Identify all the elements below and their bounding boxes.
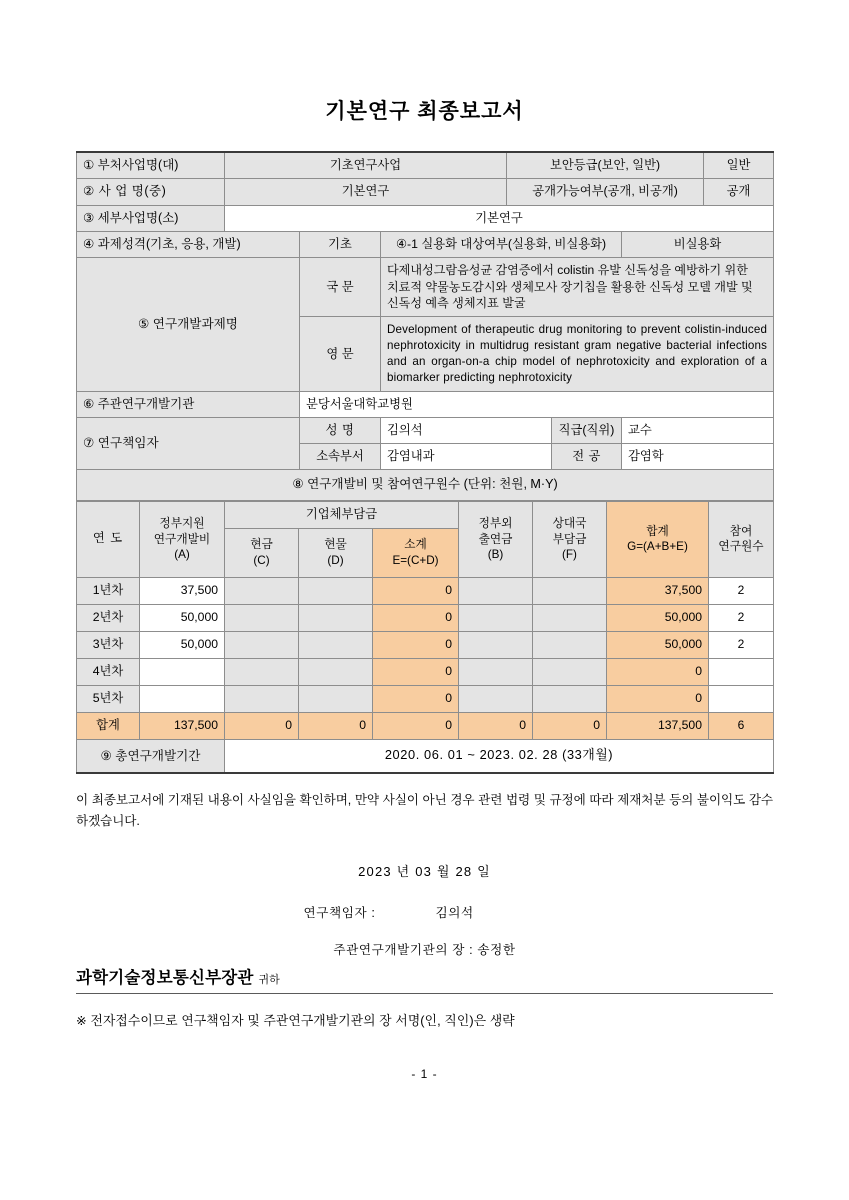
cell-grand-total: 0 [607,658,709,685]
value-host-institution: 분당서울대학교병원 [300,392,774,418]
cell-gov-external [459,685,533,712]
cell-grand-total: 0 [607,685,709,712]
page-title: 기본연구 최종보고서 [325,100,524,123]
label-pi-major: 전 공 [552,444,622,470]
cell-grand-total: 50,000 [607,604,709,631]
funding-table [76,501,774,774]
cell-subtotal: 0 [373,658,459,685]
cell-year: 4년차 [77,658,140,685]
cell-grand-total: 37,500 [607,577,709,604]
value-pi-major: 감염학 [622,444,774,470]
cell-year: 5년차 [77,685,140,712]
header-inkind-line1: 현물 [324,538,347,552]
cell-counterpart [533,577,607,604]
header-gov-support [140,501,225,577]
table-row [77,604,774,631]
label-disclosure: 공개가능여부(공개, 비공개) [507,179,704,205]
cell-total-gov-support: 137,500 [140,712,225,739]
cell-gov-support [140,658,225,685]
value-english-title: Development of therapeutic drug monitoring to prevent colistin-induced nephrotoxicity in multidrug resistant gram negative bacterial infections and an organ-on-a chip model of nephrotoxicity and exploration of a biomarker predicting nephrotoxicity [381,317,774,392]
cell-subtotal: 0 [373,577,459,604]
value-research-period: 2020. 06. 01 ~ 2023. 02. 28 (33개월) [225,739,774,773]
cell-subtotal: 0 [373,685,459,712]
label-security-grade: 보안등급(보안, 일반) [507,152,704,179]
value-detail-program: 기본연구 [225,205,774,231]
label-commercialization: ④-1 실용화 대상여부(실용화, 비실용화) [381,231,622,257]
table-row [77,577,774,604]
header-counterpart [533,501,607,577]
cell-year: 3년차 [77,631,140,658]
pi-signature-label: 연구책임자 : [303,906,376,921]
header-cash [225,528,299,577]
header-counterpart-line3: (F) [562,547,577,561]
table-row [77,685,774,712]
minister-honorific: 귀하 [258,974,280,987]
cell-gov-support: 50,000 [140,631,225,658]
table-row-ministry-program [77,152,774,179]
cell-cash [225,631,299,658]
table-row-funding-caption [77,470,774,500]
table-row-program-name [77,179,774,205]
header-researcher-count-line1: 참여 [729,524,753,538]
page-number: - 1 - [411,1067,438,1082]
header-year: 연 도 [77,501,140,577]
label-pi-name: 성 명 [300,418,381,444]
header-researcher-count-line2: 연구원수 [718,540,764,554]
header-counterpart-line1: 상대국 [552,517,587,531]
header-inkind [299,528,373,577]
table-row-host-institution [77,392,774,418]
value-pi-name: 김의석 [381,418,552,444]
value-project-type: 기초 [300,231,381,257]
table-row-project-type [77,231,774,257]
label-principal-investigator: ⑦ 연구책임자 [77,418,300,470]
table-row-total [77,712,774,739]
pi-signature-line [76,902,773,921]
cell-total-subtotal: 0 [373,712,459,739]
cell-inkind [299,685,373,712]
header-inkind-line2: (D) [327,553,344,567]
value-security-grade: 일반 [704,152,774,179]
cell-counterpart [533,658,607,685]
cell-grand-total: 50,000 [607,631,709,658]
cell-inkind [299,577,373,604]
value-disclosure: 공개 [704,179,774,205]
cell-researcher-count: 2 [709,604,774,631]
value-korean-title: 다제내성그람음성균 감염증에서 colistin 유발 신독성을 예방하기 위한 치료적 약물농도감시와 생체모사 장기칩을 활용한 신독성 모델 개발 및 신독성 예측 생체지표 발굴 [381,258,774,317]
cell-researcher-count [709,658,774,685]
minister-addressee [76,964,773,994]
cell-researcher-count: 2 [709,577,774,604]
cell-total-inkind: 0 [299,712,373,739]
funding-caption: ⑧ 연구개발비 및 참여연구원수 (단위: 천원, M·Y) [77,470,774,500]
table-row [77,658,774,685]
cell-inkind [299,631,373,658]
label-project-type: ④ 과제성격(기초, 응용, 개발) [77,231,300,257]
label-pi-position: 직급(직위) [552,418,622,444]
value-pi-department: 감염내과 [381,444,552,470]
table-row-title-korean [77,258,774,317]
value-program-name: 기본연구 [225,179,507,205]
label-host-institution: ⑥ 주관연구개발기관 [77,392,300,418]
cell-gov-external [459,577,533,604]
cell-gov-external [459,658,533,685]
header-grand-total-line1: 합계 [646,524,669,538]
value-pi-position: 교수 [622,418,774,444]
header-gov-external-line2: 출연금 [478,532,513,546]
cell-researcher-count [709,685,774,712]
cell-total-year: 합계 [77,712,140,739]
cell-cash [225,658,299,685]
cell-counterpart [533,604,607,631]
header-subtotal [373,528,459,577]
cell-cash [225,604,299,631]
cell-year: 1년차 [77,577,140,604]
label-program-name: ② 사 업 명(중) [77,179,225,205]
header-gov-external-line1: 정부외 [478,517,513,531]
label-pi-department: 소속부서 [300,444,381,470]
table-row [77,631,774,658]
cell-gov-external [459,604,533,631]
pi-signature-name: 김의석 [435,906,474,921]
value-commercialization: 비실용화 [622,231,774,257]
header-cash-line1: 현금 [250,538,273,552]
cell-gov-support [140,685,225,712]
table-row-research-period [77,739,774,773]
label-research-period: ⑨ 총연구개발기간 [77,739,225,773]
value-ministry-program: 기초연구사업 [225,152,507,179]
cell-inkind [299,658,373,685]
cell-counterpart [533,631,607,658]
header-gov-external-line3: (B) [487,547,504,561]
cell-total-gov-external: 0 [459,712,533,739]
label-project-title: ⑤ 연구개발과제명 [77,258,300,392]
cell-researcher-count: 2 [709,631,774,658]
header-subtotal-line2: E=(C+D) [392,553,439,567]
header-company-contribution: 기업체부담금 [225,501,459,528]
org-head-signature-line: 주관연구개발기관의 장 : 송정한 [333,943,516,958]
header-grand-total [607,501,709,577]
cell-subtotal: 0 [373,631,459,658]
cell-inkind [299,604,373,631]
header-gov-external [459,501,533,577]
cell-cash [225,577,299,604]
header-cash-line2: (C) [253,553,270,567]
table-row-pi-name [77,418,774,444]
header-gov-support-line1: 정부지원 [159,517,205,531]
signature-date: 2023 년 03 월 28 일 [358,864,491,880]
cell-counterpart [533,685,607,712]
label-detail-program: ③ 세부사업명(소) [77,205,225,231]
cell-gov-external [459,631,533,658]
cell-cash [225,685,299,712]
cell-total-grand-total: 137,500 [607,712,709,739]
cell-total-researcher-count: 6 [709,712,774,739]
header-researcher-count [709,501,774,577]
table-row-detail-program [77,205,774,231]
project-info-table [76,151,774,501]
funding-header-row-1 [77,501,774,528]
label-korean-title: 국 문 [300,258,381,317]
header-gov-support-line2: 연구개발비 [153,532,211,546]
label-english-title: 영 문 [300,317,381,392]
minister-title: 과학기술정보통신부장관 [76,969,254,988]
header-gov-support-line3: (A) [174,547,190,561]
cell-year: 2년차 [77,604,140,631]
cell-total-cash: 0 [225,712,299,739]
label-ministry-program: ① 부처사업명(대) [77,152,225,179]
cell-gov-support: 37,500 [140,577,225,604]
electronic-submission-note: ※ 전자접수이므로 연구책임자 및 주관연구개발기관의 장 서명(인, 직인)은 생략 [76,1013,515,1029]
declaration-text: 이 최종보고서에 기재된 내용이 사실임을 확인하며, 만약 사실이 아닌 경우 관련 법령 및 규정에 따라 제재처분 등의 불이익도 감수하겠습니다. [76,792,773,828]
header-counterpart-line2: 부담금 [552,532,587,546]
cell-total-counterpart: 0 [533,712,607,739]
cell-gov-support: 50,000 [140,604,225,631]
header-grand-total-line2: G=(A+B+E) [627,540,688,554]
cell-subtotal: 0 [373,604,459,631]
header-subtotal-line1: 소계 [404,538,427,552]
